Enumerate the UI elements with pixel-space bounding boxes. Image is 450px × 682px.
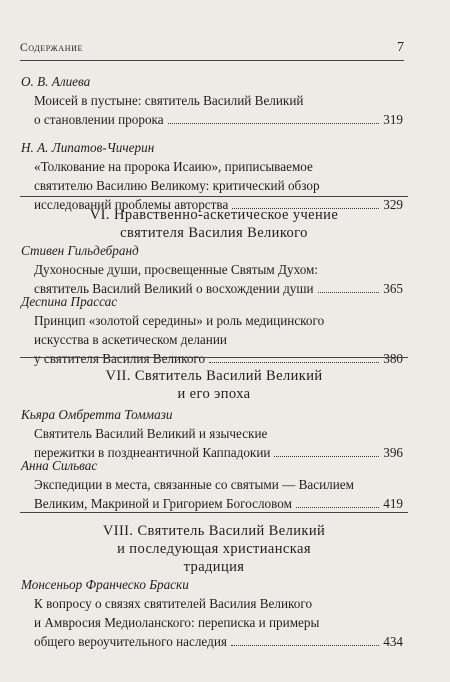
entry-page-ref: 365 [383, 281, 403, 296]
entry-title-line: Экспедиции в места, связанные со святыми — Василием [34, 477, 354, 492]
section-heading [20, 206, 408, 242]
entry-author: Деспина Прассас [21, 294, 118, 309]
toc-entry [21, 456, 403, 513]
entry-author: Н. А. Липатов-Чичерин [21, 140, 155, 155]
entry-page-ref: 419 [383, 496, 403, 511]
entry-author: Анна Сильвас [21, 458, 98, 473]
entry-title-line: Великим, Макриной и Григорием Богословом [34, 496, 292, 511]
section-heading-line: и последующая христианская [117, 541, 311, 557]
entry-page-ref: 329 [383, 197, 403, 212]
running-head [20, 40, 404, 56]
running-title: Содержание [20, 42, 83, 54]
entry-title-line: Святитель Василий Великий и языческие [34, 426, 268, 441]
entry-title-line: искусства в аскетическом делании [34, 332, 227, 347]
entry-author: О. В. Алиева [21, 74, 91, 89]
toc-entry [21, 241, 403, 298]
toc-entry [21, 138, 403, 214]
section-heading-line: VII. Святитель Василий Великий [105, 368, 323, 384]
section-rule [20, 196, 408, 197]
header-rule [20, 60, 404, 61]
section-rule [20, 512, 408, 513]
entry-author: Кьяра Омбретта Томмази [21, 407, 173, 422]
entry-title-line: пережитки в позднеантичной Каппадокии [34, 445, 271, 460]
entry-title-line: святителю Василию Великому: критический обзор [34, 178, 320, 193]
entry-title-line: святитель Василий Великий о восхождении души [34, 281, 314, 296]
entry-author: Монсеньор Франческо Браски [21, 577, 189, 592]
entry-page-ref: 396 [383, 445, 403, 460]
entry-page-ref: 434 [383, 634, 403, 649]
section-heading-line: традиция [183, 559, 245, 575]
entry-title-line: исследований проблемы авторства [34, 197, 229, 212]
section-heading-line: святителя Василия Великого [120, 225, 308, 241]
entry-title-line: у святителя Василия Великого [34, 351, 206, 366]
section-heading [20, 367, 408, 403]
section-heading-line: VI. Нравственно-аскетическое учение [89, 207, 339, 223]
dot-leader [209, 362, 379, 363]
toc-entry [21, 72, 403, 129]
section-rule [20, 357, 408, 358]
entry-page-ref: 319 [383, 112, 403, 127]
dot-leader [231, 645, 379, 646]
entry-author: Стивен Гильдебранд [21, 243, 139, 258]
toc-entry [21, 575, 403, 651]
dot-leader [168, 123, 380, 124]
section-heading [20, 522, 408, 576]
page-number: 7 [397, 40, 404, 55]
section-heading-line: VIII. Святитель Василий Великий [102, 523, 326, 539]
entry-title-line: Моисей в пустыне: святитель Василий Великий [34, 93, 304, 108]
entry-page-ref: 380 [383, 351, 403, 366]
entry-title-line: «Толкование на пророка Исаию», приписываемое [34, 159, 313, 174]
toc-entry [21, 405, 403, 462]
entry-title-line: Духоносные души, просвещенные Святым Духом: [34, 262, 319, 277]
entry-title-line: общего вероучительного наследия [34, 634, 227, 649]
entry-title-line: Принцип «золотой середины» и роль медицинского [34, 313, 325, 328]
dot-leader [296, 507, 379, 508]
section-heading-line: и его эпоха [177, 386, 251, 402]
entry-title-line: о становлении пророка [34, 112, 164, 127]
entry-title-line: и Амвросия Медиоланского: переписка и примеры [34, 615, 320, 630]
entry-title-line: К вопросу о связях святителей Василия Великого [34, 596, 313, 611]
